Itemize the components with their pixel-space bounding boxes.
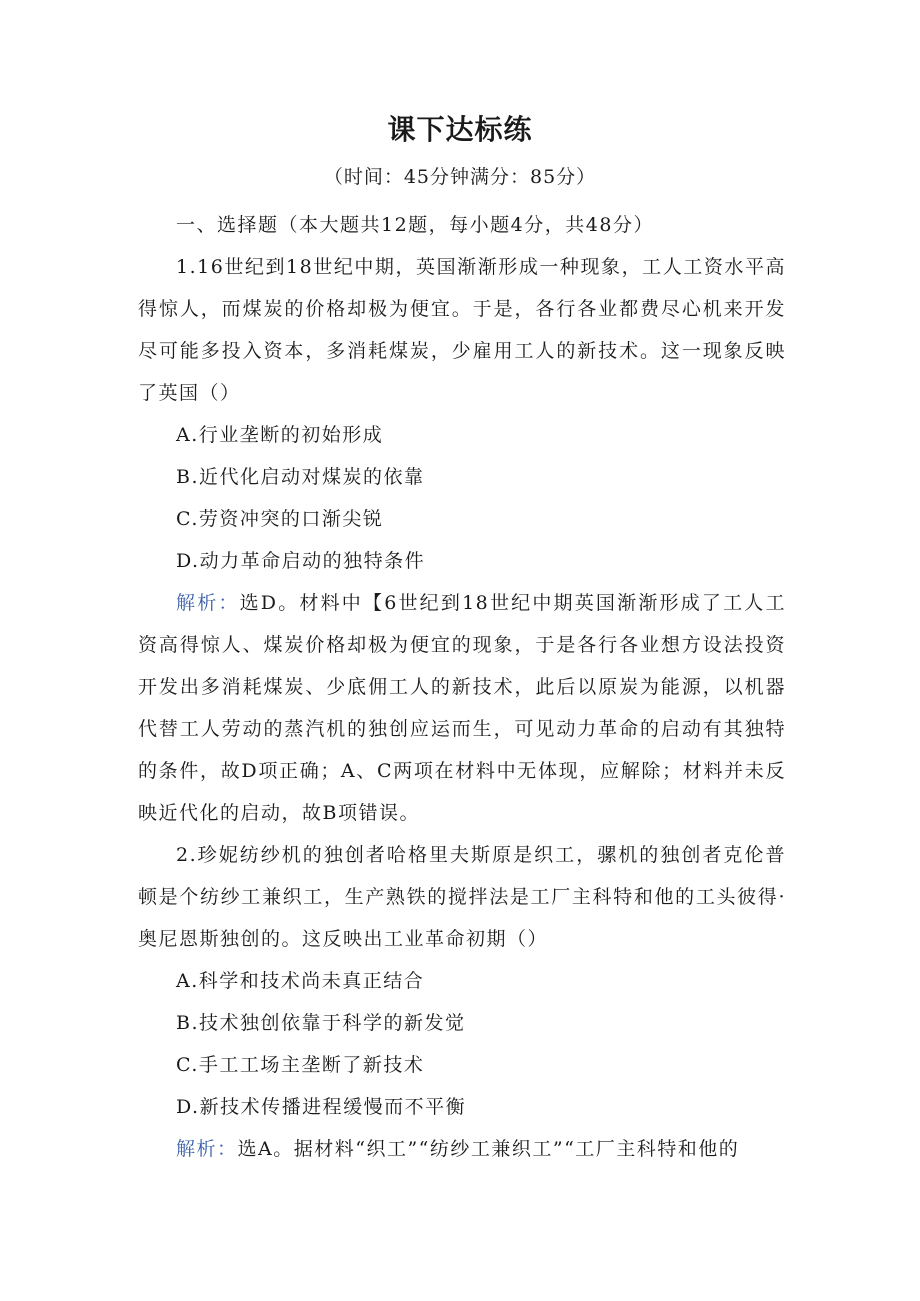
option-d: D.动力革命启动的独特条件 <box>176 550 426 572</box>
page-title: 课下达标练 <box>387 113 533 146</box>
document-body <box>138 204 786 1170</box>
section-heading: 一、选择题（本大题共12题，每小题4分，共48分） <box>176 214 654 236</box>
option-a: A.科学和技术尚未真正结合 <box>176 970 425 992</box>
analysis-label: 解析： <box>176 1138 238 1160</box>
analysis-paragraph <box>138 582 786 834</box>
question-stem: 1.16世纪到18世纪中期，英国渐渐形成一种现象，工人工资水平高得惊人，而煤炭的价格却极为便宜。于是，各行各业都费尽心机来开发尽可能多投入资本，多消耗煤炭，少雇用工人的新技术。这一现象反映了英国（） <box>138 256 786 404</box>
analysis-text: 选A。据材料“织工”“纺纱工兼织工”“工厂主科特和他的 <box>237 1138 740 1160</box>
option-b: B.近代化启动对煤炭的依靠 <box>176 466 425 488</box>
option-a: A.行业垄断的初始形成 <box>176 424 384 446</box>
question-block <box>138 246 786 834</box>
analysis-paragraph <box>138 1128 786 1170</box>
option-b: B.技术独创依靠于科学的新发觉 <box>176 1012 466 1034</box>
question-block <box>138 834 786 1170</box>
analysis-label: 解析： <box>176 592 240 614</box>
exam-time-info: （时间：45分钟满分：85分） <box>323 166 597 188</box>
option-d: D.新技术传播进程缓慢而不平衡 <box>176 1096 467 1118</box>
analysis-text: 选D。材料中【6世纪到18世纪中期英国渐渐形成了工人工资高得惊人、煤炭价格却极为便宜的现象，于是各行各业想方设法投资开发出多消耗煤炭、少底佣工人的新技术，此后以原炭为能源，以机器代替工人劳动的蒸汽机的独创应运而生，可见动力革命的启动有其独特的条件，故D项正确；A、C两项在材料中无体现，应解除；材料并未反映近代化的启动，故B项错误。 <box>138 592 786 824</box>
option-c: C.劳资冲突的口渐尖锐 <box>176 508 384 530</box>
option-c: C.手工工场主垄断了新技术 <box>176 1054 425 1076</box>
question-stem: 2.珍妮纺纱机的独创者哈格里夫斯原是织工，骡机的独创者克伦普顿是个纺纱工兼织工，生产熟铁的搅拌法是工厂主科特和他的工头彼得·奥尼恩斯独创的。这反映出工业革命初期（） <box>138 844 786 950</box>
